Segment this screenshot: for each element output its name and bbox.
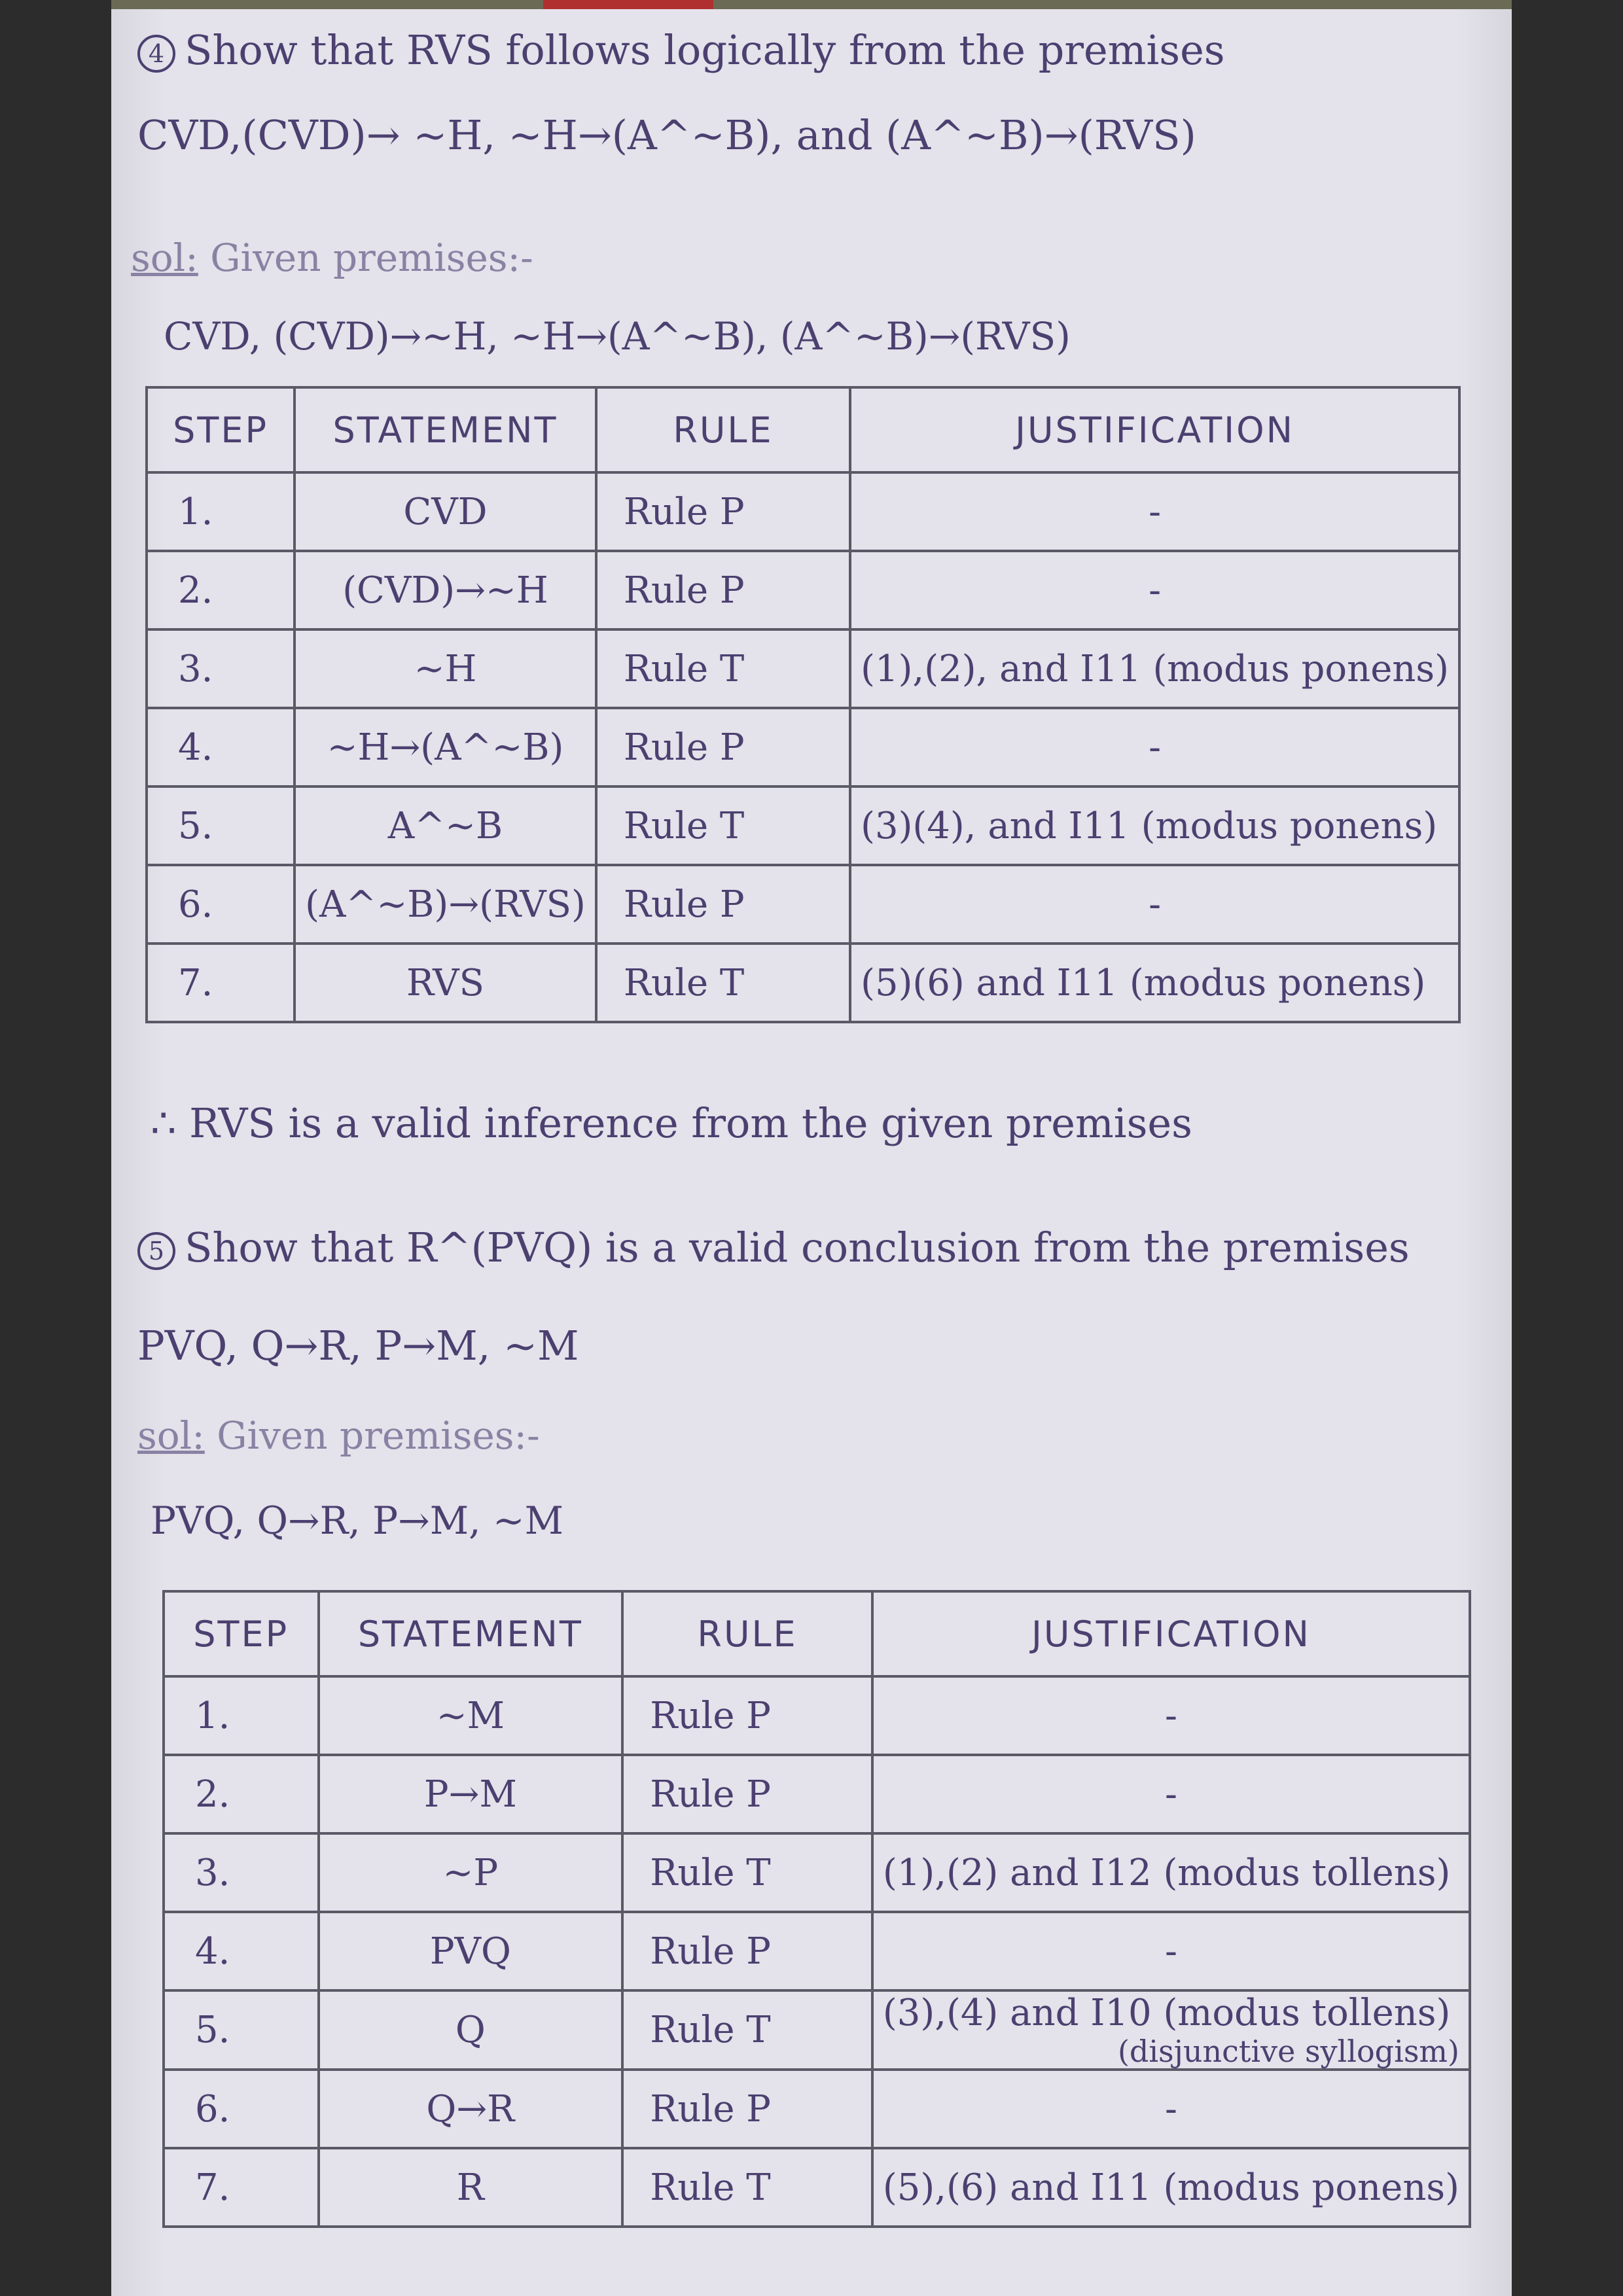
step-cell: 4.	[164, 1912, 319, 1990]
table-row	[164, 2148, 1470, 2227]
statement-cell: R	[319, 2148, 623, 2227]
justification-cell: -	[872, 1676, 1470, 1755]
rule-cell: Rule T	[622, 1833, 872, 1912]
justification-cell: -	[850, 708, 1459, 786]
q4-table-header	[147, 387, 1459, 472]
statement-cell: CVD	[294, 472, 596, 551]
step-cell: 3.	[147, 629, 294, 708]
statement-cell: ~M	[319, 1676, 623, 1755]
q5-solution-heading	[137, 1413, 540, 1458]
justification-cell: -	[872, 2070, 1470, 2148]
statement-cell: (A^~B)→(RVS)	[294, 865, 596, 944]
rule-cell: Rule P	[596, 551, 850, 629]
q4-proof-table	[145, 386, 1461, 1023]
step-cell: 6.	[164, 2070, 319, 2148]
statement-cell: ~P	[319, 1833, 623, 1912]
step-cell: 3.	[164, 1833, 319, 1912]
q4-number: 4	[137, 35, 175, 73]
table-row	[147, 786, 1459, 865]
q5-header-step: STEP	[164, 1591, 319, 1676]
step-cell: 1.	[164, 1676, 319, 1755]
q4-header-statement: STATEMENT	[294, 387, 596, 472]
q5-premises: PVQ, Q→R, P→M, ~M	[151, 1498, 564, 1543]
justification-cell: -	[872, 1755, 1470, 1833]
rule-cell: Rule T	[596, 944, 850, 1022]
statement-cell: RVS	[294, 944, 596, 1022]
q5-proof-table	[162, 1590, 1471, 2228]
rule-cell: Rule P	[596, 865, 850, 944]
page-top-red-mark	[543, 0, 713, 9]
rule-cell: Rule P	[596, 472, 850, 551]
rule-cell: Rule T	[596, 629, 850, 708]
statement-cell: Q	[319, 1990, 623, 2070]
q4-header-rule: RULE	[596, 387, 850, 472]
justification-cell: (5),(6) and I11 (modus ponens)	[872, 2148, 1470, 2227]
q4-question-text: Show that RVS follows logically from the premises	[185, 26, 1225, 74]
step-cell: 7.	[164, 2148, 319, 2227]
q5-header-rule: RULE	[622, 1591, 872, 1676]
rule-cell: Rule P	[622, 1755, 872, 1833]
step-cell: 7.	[147, 944, 294, 1022]
justification-cell: -	[872, 1912, 1470, 1990]
q5-table-header	[164, 1591, 1470, 1676]
step-cell: 2.	[164, 1755, 319, 1833]
statement-cell: (CVD)→~H	[294, 551, 596, 629]
q5-sol-label: sol:	[137, 1413, 205, 1458]
table-row	[164, 1676, 1470, 1755]
statement-cell: P→M	[319, 1755, 623, 1833]
q5-header-statement: STATEMENT	[319, 1591, 623, 1676]
justification-note: (disjunctive syllogism)	[1117, 2034, 1459, 2069]
q5-number: 5	[137, 1232, 175, 1270]
justification-cell: -	[850, 865, 1459, 944]
step-cell: 5.	[147, 786, 294, 865]
table-row	[147, 551, 1459, 629]
table-row	[147, 629, 1459, 708]
table-row	[164, 2070, 1470, 2148]
rule-cell: Rule P	[596, 708, 850, 786]
rule-cell: Rule T	[596, 786, 850, 865]
rule-cell: Rule T	[622, 2148, 872, 2227]
table-row	[147, 472, 1459, 551]
table-row	[164, 1833, 1470, 1912]
justification-cell: (3)(4), and I11 (modus ponens)	[850, 786, 1459, 865]
justification-cell	[872, 1990, 1470, 2070]
step-cell: 6.	[147, 865, 294, 944]
table-row	[147, 944, 1459, 1022]
step-cell: 1.	[147, 472, 294, 551]
q4-question-line2: CVD,(CVD)→ ~H, ~H→(A^~B), and (A^~B)→(RVS)	[137, 111, 1196, 159]
q5-header-justification: JUSTIFICATION	[872, 1591, 1470, 1676]
statement-cell: A^~B	[294, 786, 596, 865]
q4-solution-heading	[131, 236, 533, 280]
q5-question-line1	[137, 1224, 1410, 1271]
q4-sol-text: Given premises:-	[210, 236, 533, 280]
q4-question-line1	[137, 26, 1225, 74]
page-top-edge	[111, 0, 1512, 9]
rule-cell: Rule P	[622, 1676, 872, 1755]
q4-conclusion: ∴ RVS is a valid inference from the given premises	[151, 1099, 1192, 1147]
justification-cell: -	[850, 551, 1459, 629]
rule-cell: Rule T	[622, 1990, 872, 2070]
q5-question-line2: PVQ, Q→R, P→M, ~M	[137, 1322, 579, 1369]
table-row	[147, 865, 1459, 944]
statement-cell: ~H	[294, 629, 596, 708]
rule-cell: Rule P	[622, 2070, 872, 2148]
notebook-page	[111, 0, 1512, 2296]
q5-question-text: Show that R^(PVQ) is a valid conclusion from the premises	[185, 1224, 1410, 1271]
justification-cell: -	[850, 472, 1459, 551]
justification-cell: (1),(2), and I11 (modus ponens)	[850, 629, 1459, 708]
q4-premises: CVD, (CVD)→~H, ~H→(A^~B), (A^~B)→(RVS)	[164, 314, 1071, 359]
step-cell: 5.	[164, 1990, 319, 2070]
table-row	[164, 1755, 1470, 1833]
q5-sol-text: Given premises:-	[217, 1413, 540, 1458]
statement-cell: Q→R	[319, 2070, 623, 2148]
justification-text: (3),(4) and I10 (modus tollens)	[882, 1992, 1451, 2034]
table-row	[164, 1990, 1470, 2070]
step-cell: 2.	[147, 551, 294, 629]
step-cell: 4.	[147, 708, 294, 786]
statement-cell: ~H→(A^~B)	[294, 708, 596, 786]
q4-header-step: STEP	[147, 387, 294, 472]
q4-sol-label: sol:	[131, 236, 198, 280]
statement-cell: PVQ	[319, 1912, 623, 1990]
rule-cell: Rule P	[622, 1912, 872, 1990]
justification-cell: (1),(2) and I12 (modus tollens)	[872, 1833, 1470, 1912]
table-row	[147, 708, 1459, 786]
justification-cell: (5)(6) and I11 (modus ponens)	[850, 944, 1459, 1022]
table-row	[164, 1912, 1470, 1990]
q4-header-justification: JUSTIFICATION	[850, 387, 1459, 472]
